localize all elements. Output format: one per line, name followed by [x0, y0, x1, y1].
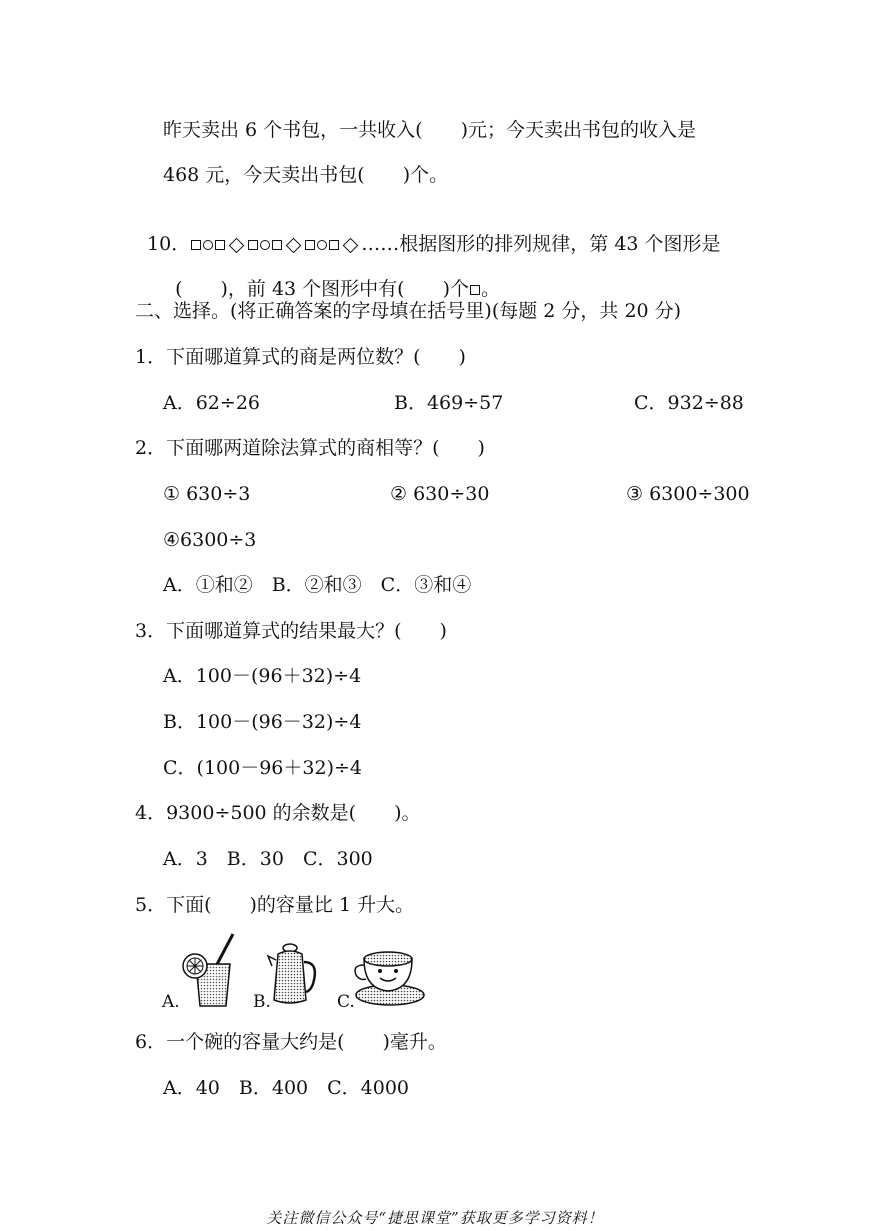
q2-item-3: ③ 6300÷300	[626, 483, 750, 505]
diamond-icon	[286, 237, 302, 253]
q2-options: A．①和② B．②和③ C．③和④	[163, 574, 472, 596]
q4-stem: 4．9300÷500 的余数是( )。	[135, 802, 421, 824]
kettle-icon	[266, 940, 322, 1010]
footer-note: 关注微信公众号“捷思课堂”获取更多学习资料！	[266, 1209, 604, 1227]
q9-line1: 昨天卖出 6 个书包，一共收入( )元；今天卖出书包的收入是	[163, 119, 696, 141]
q3-option-b: B．100－(96－32)÷4	[163, 711, 362, 733]
q2-stem: 2．下面哪两道除法算式的商相等？( )	[135, 437, 485, 459]
q1-option-a: A．62÷26	[163, 392, 260, 414]
q5-option-a: A.	[162, 992, 180, 1012]
q3-stem: 3．下面哪道算式的结果最大？( )	[135, 620, 447, 642]
glass-of-lemonade-icon	[176, 930, 240, 1010]
square-icon	[248, 240, 258, 250]
teacup-with-saucer-icon	[352, 945, 426, 1007]
square-icon	[305, 240, 315, 250]
q3-option-c: C．(100－96＋32)÷4	[163, 757, 362, 779]
q4-options: A．3 B．30 C．300	[163, 848, 373, 870]
q6-stem: 6．一个碗的容量大约是( )毫升。	[135, 1031, 447, 1053]
q1-stem: 1．下面哪道算式的商是两位数？( )	[135, 346, 466, 368]
q5-option-b: B.	[253, 992, 271, 1012]
circle-icon	[260, 240, 270, 250]
q10-text: ……根据图形的排列规律，第 43 个图形是	[361, 233, 721, 255]
shape-sequence	[190, 233, 361, 255]
q1-option-c: C．932÷88	[634, 392, 744, 414]
square-icon	[215, 240, 225, 250]
q10-line1	[135, 208, 721, 256]
diamond-icon	[343, 237, 359, 253]
section-title: 二、选择。(将正确答案的字母填在括号里)(每题 2 分，共 20 分)	[135, 300, 682, 322]
diamond-icon	[229, 237, 245, 253]
square-icon	[329, 240, 339, 250]
square-icon	[470, 285, 480, 295]
q2-item-2: ② 630÷30	[390, 483, 490, 505]
q9-line2: 468 元，今天卖出书包( )个。	[163, 164, 449, 186]
q10-number: 10．	[147, 233, 191, 255]
circle-icon	[203, 240, 213, 250]
q10-line2: ( )，前 43 个图形中有( )个 。	[175, 278, 501, 300]
q5-option-c: C.	[337, 992, 355, 1012]
square-icon	[272, 240, 282, 250]
circle-icon	[317, 240, 327, 250]
q2-item-1: ① 630÷3	[163, 483, 251, 505]
q5-stem: 5．下面( )的容量比 1 升大。	[135, 894, 415, 916]
q6-options: A．40 B．400 C．4000	[163, 1077, 410, 1099]
q2-item-4: ④6300÷3	[163, 529, 257, 551]
q1-option-b: B．469÷57	[394, 392, 504, 414]
q3-option-a: A．100－(96＋32)÷4	[163, 665, 362, 687]
square-icon	[191, 240, 201, 250]
